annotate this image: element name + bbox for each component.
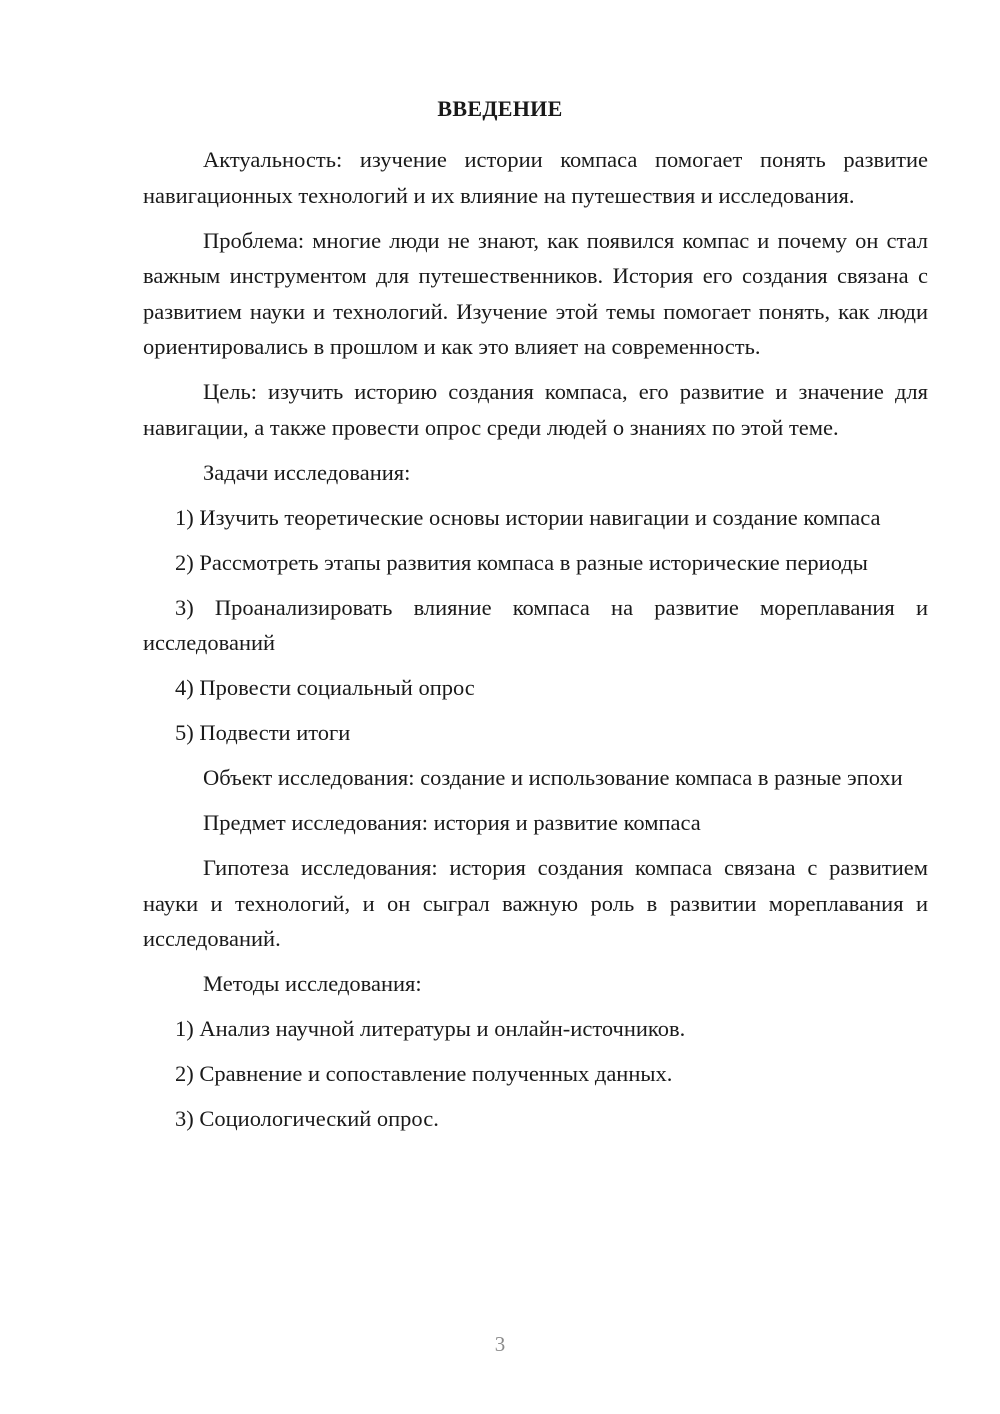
page-title: ВВЕДЕНИЕ — [437, 96, 563, 121]
object-paragraph: Объект исследования: создание и использование компаса в разные эпохи — [203, 765, 903, 790]
method-item-3: 3) Социологический опрос. — [175, 1106, 439, 1131]
task-item-2: 2) Рассмотреть этапы развития компаса в разные исторические периоды — [175, 549, 868, 575]
task-item-5: 5) Подвести итоги — [175, 720, 351, 745]
task-item-1: 1) Изучить теоретические основы истории навигации и создание компаса — [175, 504, 881, 530]
problem-paragraph: Проблема: многие люди не знают, как появился компас и почему он стал важным инструментом для путешественников. История его создания связана с развитием науки и технологий. Изучение этой темы помогает понять, как люди ориентировались в прошлом и как это влияет на современность. — [143, 227, 928, 359]
tasks-heading: Задачи исследования: — [203, 459, 411, 485]
document-body — [143, 142, 928, 1146]
goal-paragraph: Цель: изучить историю создания компаса, его развитие и значение для навигации, а также провести опрос среди людей о знаниях по этой теме. — [143, 379, 928, 440]
task-item-3: 3) Проанализировать влияние компаса на развитие мореплавания и исследований — [143, 594, 928, 655]
method-item-1: 1) Анализ научной литературы и онлайн-источников. — [175, 1016, 686, 1041]
subject-paragraph: Предмет исследования: история и развитие компаса — [203, 810, 701, 835]
page-number: 3 — [494, 1332, 506, 1356]
task-item-4: 4) Провести социальный опрос — [175, 675, 475, 700]
relevance-paragraph: Актуальность: изучение истории компаса помогает понять развитие навигационных технологий и их влияние на путешествия и исследования. — [143, 147, 928, 208]
method-item-2: 2) Сравнение и сопоставление полученных данных. — [175, 1061, 673, 1086]
hypothesis-paragraph: Гипотеза исследования: история создания компаса связана с развитием науки и технологий, и он сыграл важную роль в развитии мореплавания и исследований. — [143, 855, 928, 951]
methods-heading: Методы исследования: — [203, 971, 422, 996]
